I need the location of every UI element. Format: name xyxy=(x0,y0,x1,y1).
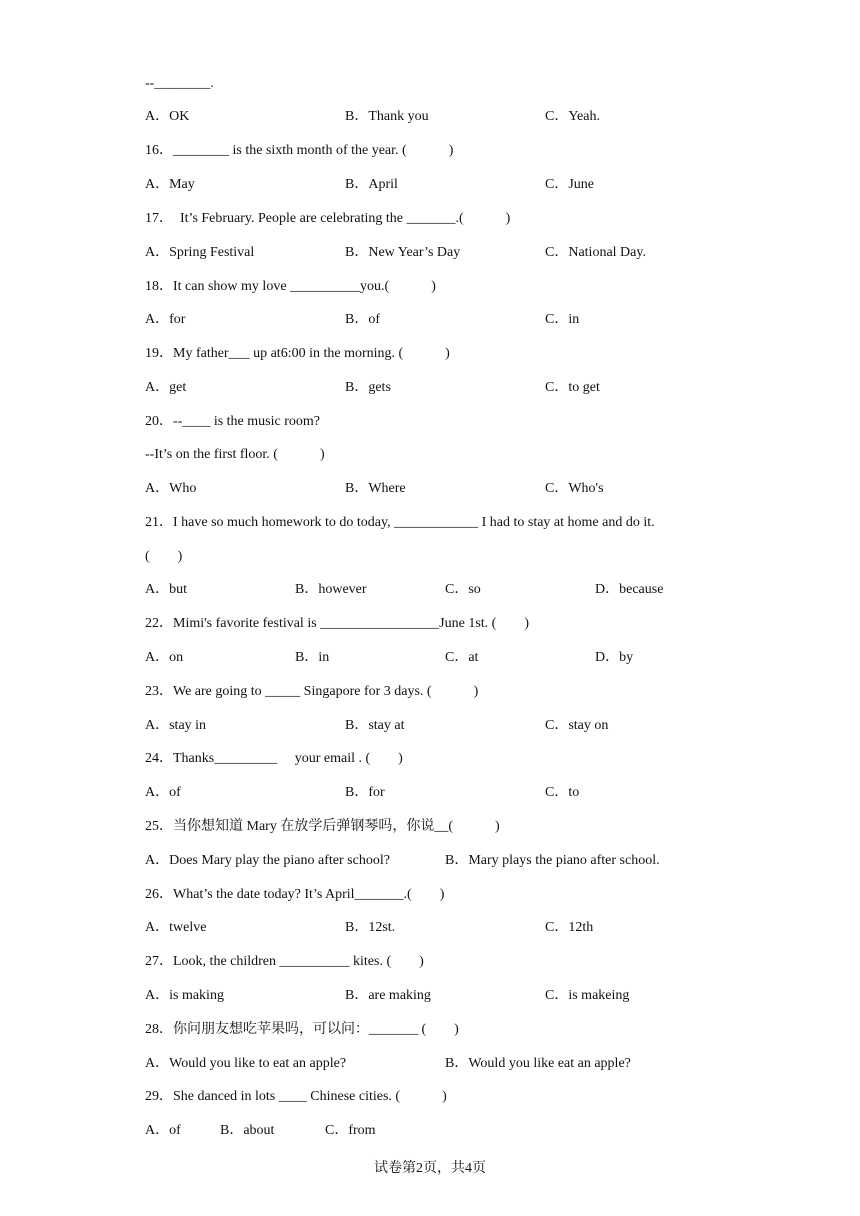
q21-question: 21．I have so much homework to do today, ____________ I had to stay at home and do it. xyxy=(145,515,655,530)
q16-option-c: C．June xyxy=(545,177,594,192)
q15-option-c: C．Yeah. xyxy=(545,109,600,124)
q16-option-a: A．May xyxy=(145,177,195,192)
q29-option-a: A．of xyxy=(145,1123,181,1138)
q25-question: 25．当你想知道 Mary 在放学后弹钢琴吗，你说__( ) xyxy=(145,819,500,834)
q26-option-a: A．twelve xyxy=(145,920,207,935)
q21-option-b: B．however xyxy=(295,582,367,597)
q22-option-c: C．at xyxy=(445,650,479,665)
q23-option-b: B．stay at xyxy=(345,718,405,733)
q21-option-d: D．because xyxy=(595,582,664,597)
q15-answer-prompt: --________. xyxy=(145,76,214,91)
q19-option-a: A．get xyxy=(145,380,187,395)
q22-option-d: D．by xyxy=(595,650,634,665)
q28-question: 28．你问朋友想吃苹果吗，可以问：_______ ( ) xyxy=(145,1022,459,1037)
q29-option-c: C．from xyxy=(325,1123,376,1138)
q23-option-a: A．stay in xyxy=(145,718,207,733)
q21-option-a: A．but xyxy=(145,582,187,597)
q22-option-a: A．on xyxy=(145,650,184,665)
q17-option-b: B．New Year’s Day xyxy=(345,245,461,260)
q28-option-a: A．Would you like to eat an apple? xyxy=(145,1056,347,1071)
q20-question-line2: --It’s on the first floor. ( ) xyxy=(145,447,325,462)
q15-option-b: B．Thank you xyxy=(345,109,429,124)
q29-question: 29．She danced in lots ____ Chinese cities. ( ) xyxy=(145,1089,447,1104)
q25-option-b: B．Mary plays the piano after school. xyxy=(445,853,660,868)
q20-option-c: C．Who's xyxy=(545,481,604,496)
q27-question: 27．Look, the children __________ kites. ( ) xyxy=(145,954,424,969)
q25-option-a: A．Does Mary play the piano after school? xyxy=(145,853,390,868)
q15-option-a: A．OK xyxy=(145,109,190,124)
q20-option-b: B．Where xyxy=(345,481,406,496)
q17-option-a: A．Spring Festival xyxy=(145,245,255,260)
q24-option-b: B．for xyxy=(345,785,385,800)
q18-question: 18．It can show my love __________you.( ) xyxy=(145,279,436,294)
q18-option-b: B．of xyxy=(345,312,380,327)
q19-option-c: C．to get xyxy=(545,380,600,395)
q23-question: 23．We are going to _____ Singapore for 3 days. ( ) xyxy=(145,684,479,699)
q28-option-b: B．Would you like eat an apple? xyxy=(445,1056,631,1071)
q29-option-b: B．about xyxy=(220,1123,275,1138)
q16-option-b: B．April xyxy=(345,177,398,192)
q21-option-c: C．so xyxy=(445,582,481,597)
q17-question: 17． It’s February. People are celebrating the _______.( ) xyxy=(145,211,511,226)
q20-question: 20．--____ is the music room? xyxy=(145,414,320,429)
q18-option-c: C．in xyxy=(545,312,580,327)
q26-option-c: C．12th xyxy=(545,920,594,935)
q18-option-a: A．for xyxy=(145,312,186,327)
q17-option-c: C．National Day. xyxy=(545,245,646,260)
q24-option-c: C．to xyxy=(545,785,580,800)
q21-question-line2: ( ) xyxy=(145,549,183,564)
q24-option-a: A．of xyxy=(145,785,181,800)
q19-question: 19．My father___ up at6:00 in the morning. ( ) xyxy=(145,346,450,361)
q27-option-a: A．is making xyxy=(145,988,224,1003)
q26-option-b: B．12st. xyxy=(345,920,396,935)
q27-option-b: B．are making xyxy=(345,988,431,1003)
q23-option-c: C．stay on xyxy=(545,718,609,733)
q27-option-c: C．is makeing xyxy=(545,988,630,1003)
page-number-footer: 试卷第2页，共4页 xyxy=(374,1161,486,1176)
q22-question: 22．Mimi's favorite festival is _________________June 1st. ( ) xyxy=(145,616,529,631)
q20-option-a: A．Who xyxy=(145,481,197,496)
q22-option-b: B．in xyxy=(295,650,330,665)
q24-question: 24．Thanks_________ your email . ( ) xyxy=(145,751,403,766)
q16-question: 16．________ is the sixth month of the year. ( ) xyxy=(145,143,454,158)
q19-option-b: B．gets xyxy=(345,380,391,395)
q26-question: 26．What’s the date today? It’s April_______.( ) xyxy=(145,887,445,902)
